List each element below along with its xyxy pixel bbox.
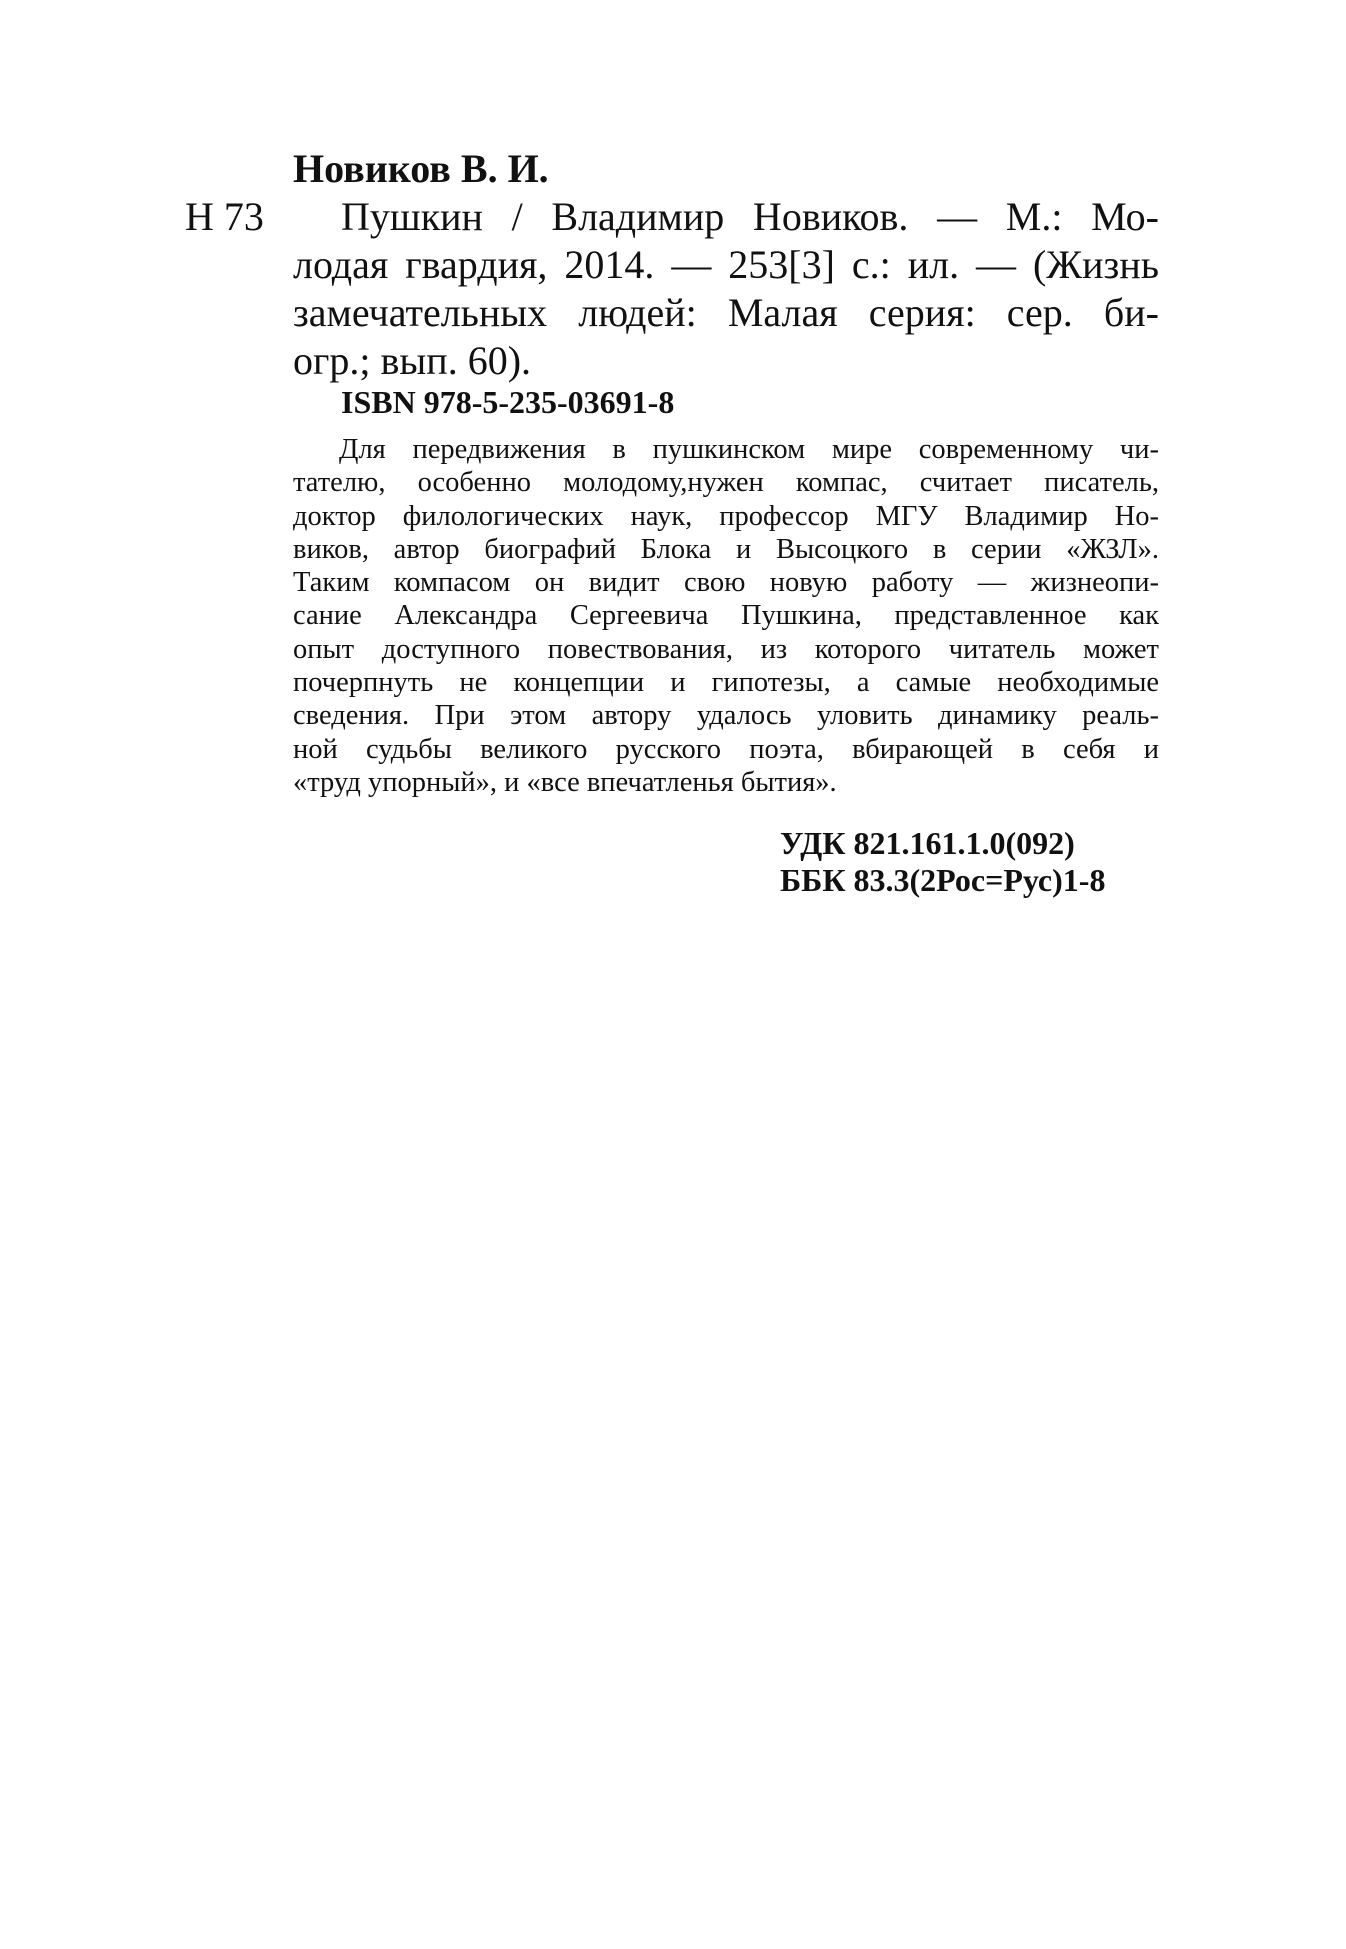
classification-block — [780, 825, 1105, 899]
annotation-line: ной судьбы великого русского поэта, вбирающей в себя и — [293, 733, 1159, 765]
bbk-code: ББК 83.3(2Рос=Рус)1-8 — [780, 862, 1106, 898]
bibliographic-entry — [293, 193, 1159, 385]
annotation-line: тателю, особенно молодому,нужен компас, считает писатель, — [293, 467, 1159, 499]
annotation-line: доктор филологических наук, профессор МГУ Владимир Но- — [293, 500, 1159, 532]
isbn: ISBN 978-5-235-03691-8 — [341, 384, 675, 420]
udk-code: УДК 821.161.1.0(092) — [780, 825, 1075, 861]
entry-line: Пушкин / Владимир Новиков. — М.: Мо- — [341, 194, 1159, 239]
annotation-line: виков, автор биографий Блока и Высоцкого в серии «ЖЗЛ». — [293, 533, 1159, 565]
author-heading: Новиков В. И. — [293, 146, 549, 191]
entry-line: лодая гвардия, 2014. — 253[3] с.: ил. — (Жизнь — [293, 242, 1159, 287]
annotation-line: Таким компасом он видит свою новую работу — жизнеопи- — [293, 567, 1159, 599]
annotation-line: сание Александра Сергеевича Пушкина, представленное как — [293, 600, 1159, 632]
annotation-line: сведения. При этом автору удалось уловить динамику реаль- — [293, 700, 1159, 732]
annotation-line: почерпнуть не концепции и гипотезы, а самые необходимые — [293, 667, 1159, 699]
author-code: Н 73 — [185, 194, 264, 239]
entry-line: огр.; вып. 60). — [293, 338, 532, 383]
annotation-line: опыт доступного повествования, из которого читатель может — [293, 633, 1159, 665]
entry-line: замечательных людей: Малая серия: сер. би- — [293, 290, 1159, 335]
annotation-line: «труд упорный», и «все впечатленья бытия». — [293, 766, 837, 798]
annotation — [293, 433, 1159, 799]
annotation-line: Для передвижения в пушкинском мире современному чи- — [339, 434, 1159, 465]
